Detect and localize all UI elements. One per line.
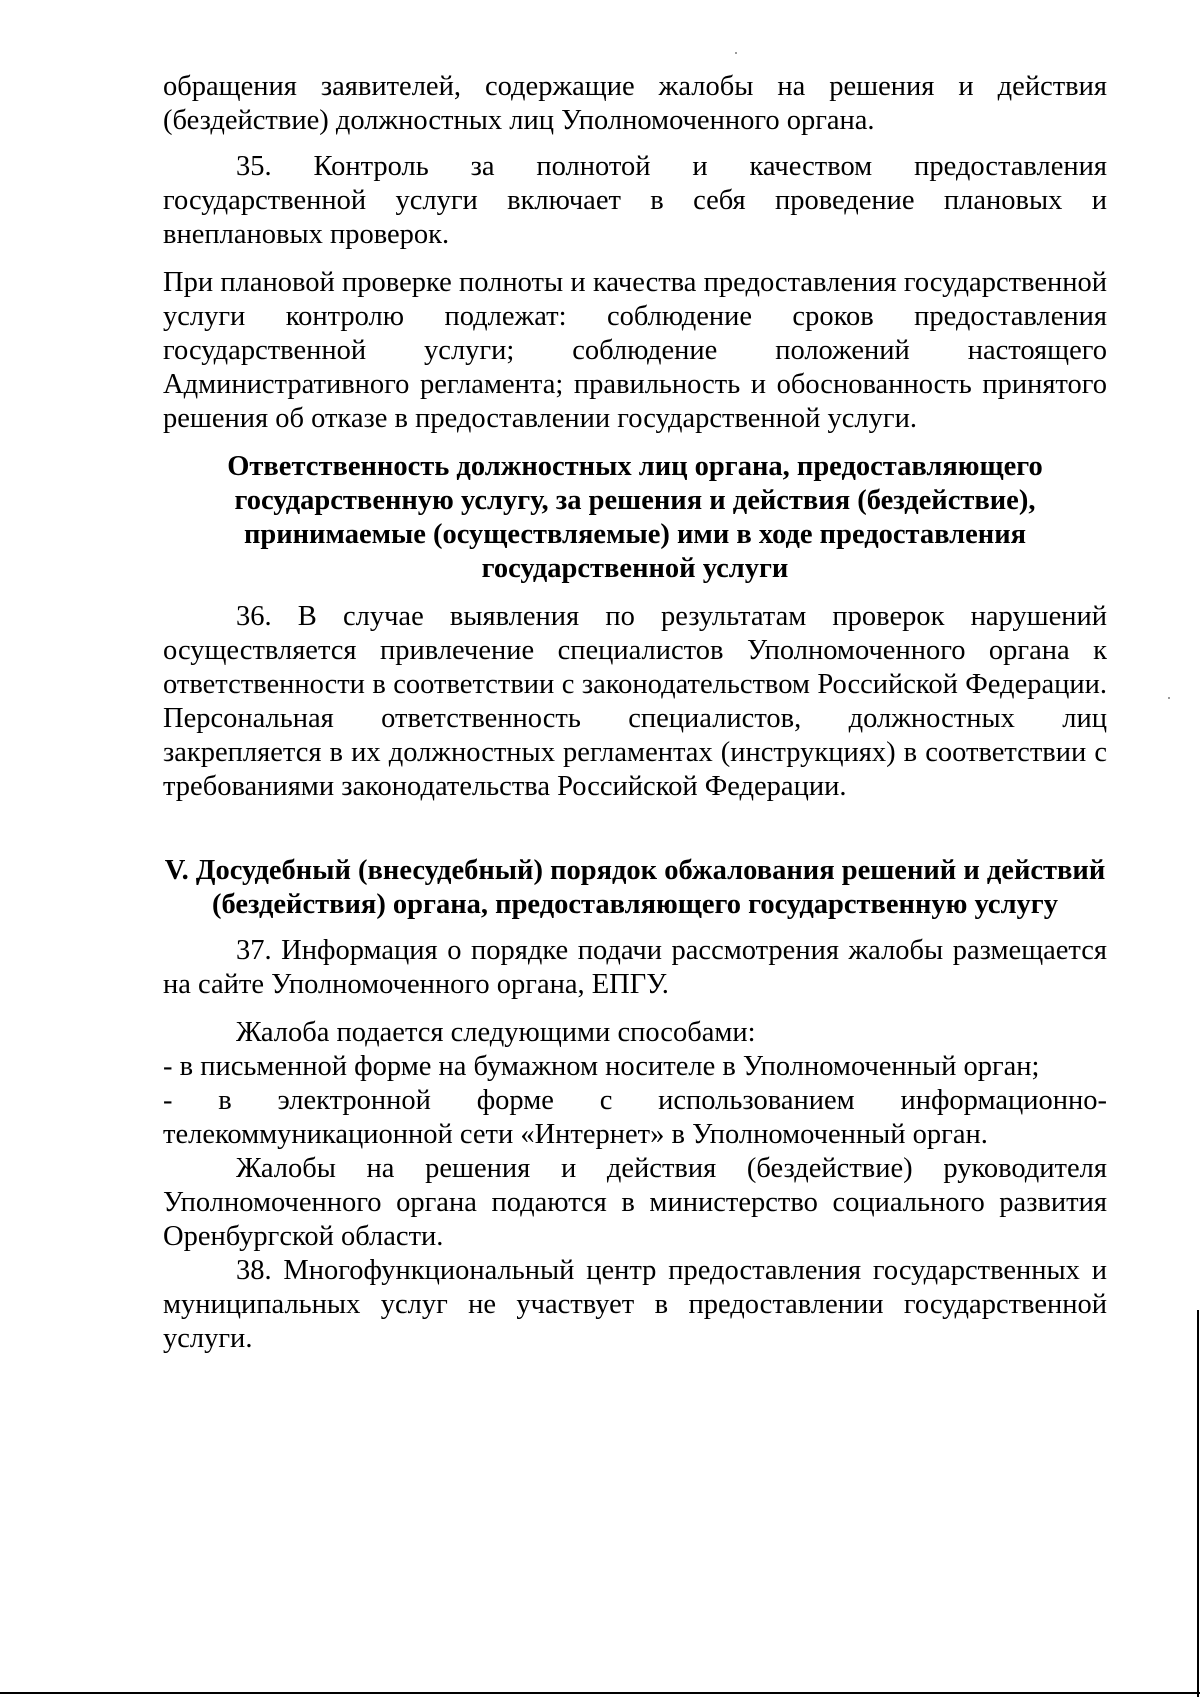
section-heading-appeal: V. Досудебный (внесудебный) порядок обжалования решений и действий (бездействия) органа, предоставляющего государственную услугу [164, 855, 1106, 920]
list-item-electronic-form: - в электронной форме с использованием информационно-телекоммуникационной сети «Интернет» в Уполномоченный орган. [163, 1085, 1107, 1150]
paragraph-complaints-to-ministry: Жалобы на решения и действия (бездействие) руководителя Уполномоченного органа подаются в министерство социального развития Оренбургской области. [163, 1153, 1107, 1252]
paragraph-37-information: 37. Информация о порядке подачи рассмотрения жалобы размещается на сайте Уполномоченного органа, ЕПГУ. [163, 935, 1107, 1000]
scan-edge-right [1197, 1310, 1199, 1697]
scan-speck [1168, 697, 1170, 699]
document-body [163, 70, 1107, 1356]
scan-speck [735, 52, 737, 54]
paragraph-36-responsibility: 36. В случае выявления по результатам проверок нарушений осуществляется привлечение специалистов Уполномоченного органа к ответственности в соответствии с законодательством Российской Федерации. Персональная ответственность специалистов, должностных лиц закрепляется в их должностных регламентах (инструкциях) в соответствии с требованиями законодательства Российской Федерации. [163, 601, 1107, 802]
scan-edge-bottom [0, 1692, 1200, 1694]
paragraph-38-mfc: 38. Многофункциональный центр предоставления государственных и муниципальных услуг не участвует в предоставлении государственной услуги. [163, 1255, 1107, 1354]
paragraph-planned-inspection: При плановой проверке полноты и качества предоставления государственной услуги контролю подлежат: соблюдение сроков предоставления государственной услуги; соблюдение положений настоящего Административного регламента; правильность и обоснованность принятого решения об отказе в предоставлении государственной услуги. [163, 267, 1107, 434]
section-heading-responsibility: Ответственность должностных лиц органа, предоставляющего государственную услугу, за решения и действия (бездействие), принимаемые (осуществляемые) ими в ходе предоставления государственной услуги [227, 451, 1043, 584]
paragraph-complaint-methods: Жалоба подается следующими способами: [236, 1017, 756, 1048]
paragraph-35-control: 35. Контроль за полнотой и качеством предоставления государственной услуги включает в себя проведение плановых и внеплановых проверок. [163, 151, 1107, 250]
list-item-paper-form: - в письменной форме на бумажном носителе в Уполномоченный орган; [163, 1051, 1040, 1082]
paragraph-complaints-continuation: обращения заявителей, содержащие жалобы на решения и действия (бездействие) должностных лиц Уполномоченного органа. [163, 71, 1107, 136]
